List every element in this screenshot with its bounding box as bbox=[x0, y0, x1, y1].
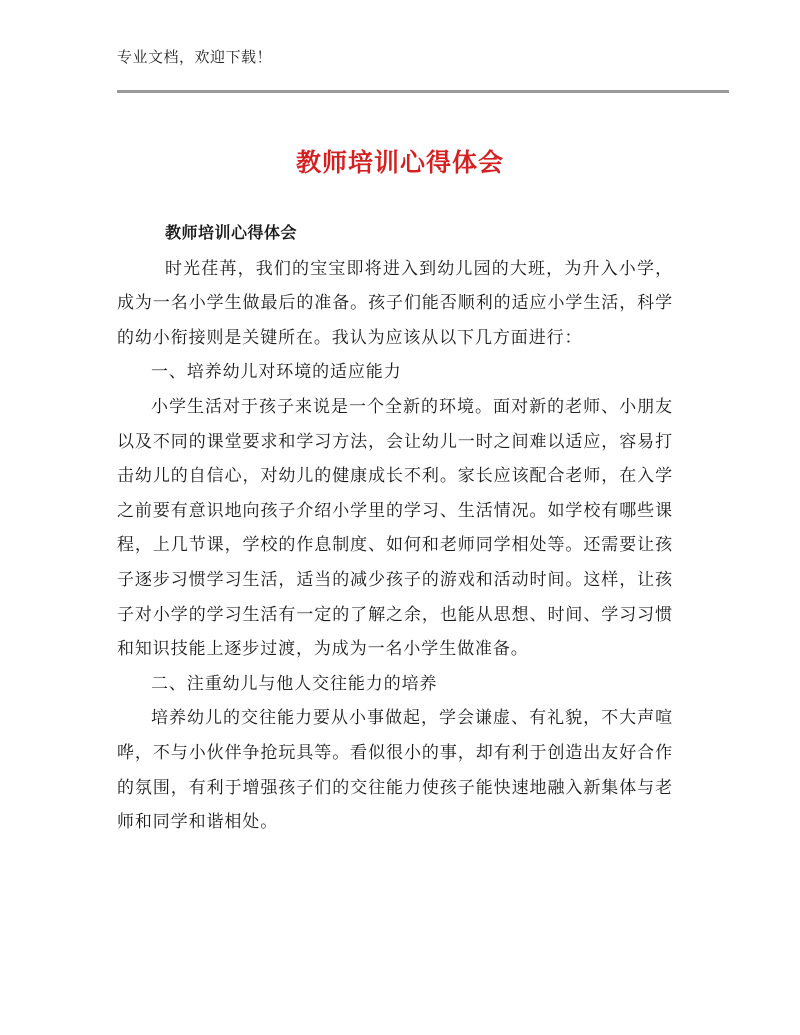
document-body bbox=[117, 216, 673, 840]
document-subtitle: 教师培训心得体会 bbox=[165, 223, 298, 242]
header-divider bbox=[117, 90, 729, 93]
document-title: 教师培训心得体会 bbox=[295, 148, 504, 177]
section-heading-1: 一、培养幼儿对环境的适应能力 bbox=[151, 362, 402, 383]
intro-paragraph: 时光荏苒，我们的宝宝即将进入到幼儿园的大班，为升入小学，成为一名小学生做最后的准备。孩子们能否顺利的适应小学生活，科学的幼小衔接则是关键所在。我认为应该从以下几方面进行： bbox=[117, 258, 673, 348]
section-paragraph-2: 培养幼儿的交往能力要从小事做起，学会谦虚、有礼貌，不大声喧哗，不与小伙伴争抢玩具等。看似很小的事，却有利于创造出友好合作的氛围，有利于增强孩子们的交往能力使孩子能快速地融入新集体与老师和同学和谐相处。 bbox=[117, 708, 673, 833]
header-note: 专业文档，欢迎下载！ bbox=[117, 48, 273, 66]
section-heading-2: 二、注重幼儿与他人交往能力的培养 bbox=[151, 673, 438, 694]
section-paragraph-1: 小学生活对于孩子来说是一个全新的环境。面对新的老师、小朋友以及不同的课堂要求和学习方法，会让幼儿一时之间难以适应，容易打击幼儿的自信心，对幼儿的健康成长不利。家长应该配合老师，在入学之前要有意识地向孩子介绍小学里的学习、生活情况。如学校有哪些课程，上几节课，学校的作息制度、如何和老师同学相处等。还需要让孩子逐步习惯学习生活，适当的减少孩子的游戏和活动时间。这样，让孩子对小学的学习生活有一定的了解之余，也能从思想、时间、学习习惯和知识技能上逐步过渡，为成为一名小学生做准备。 bbox=[117, 396, 673, 660]
